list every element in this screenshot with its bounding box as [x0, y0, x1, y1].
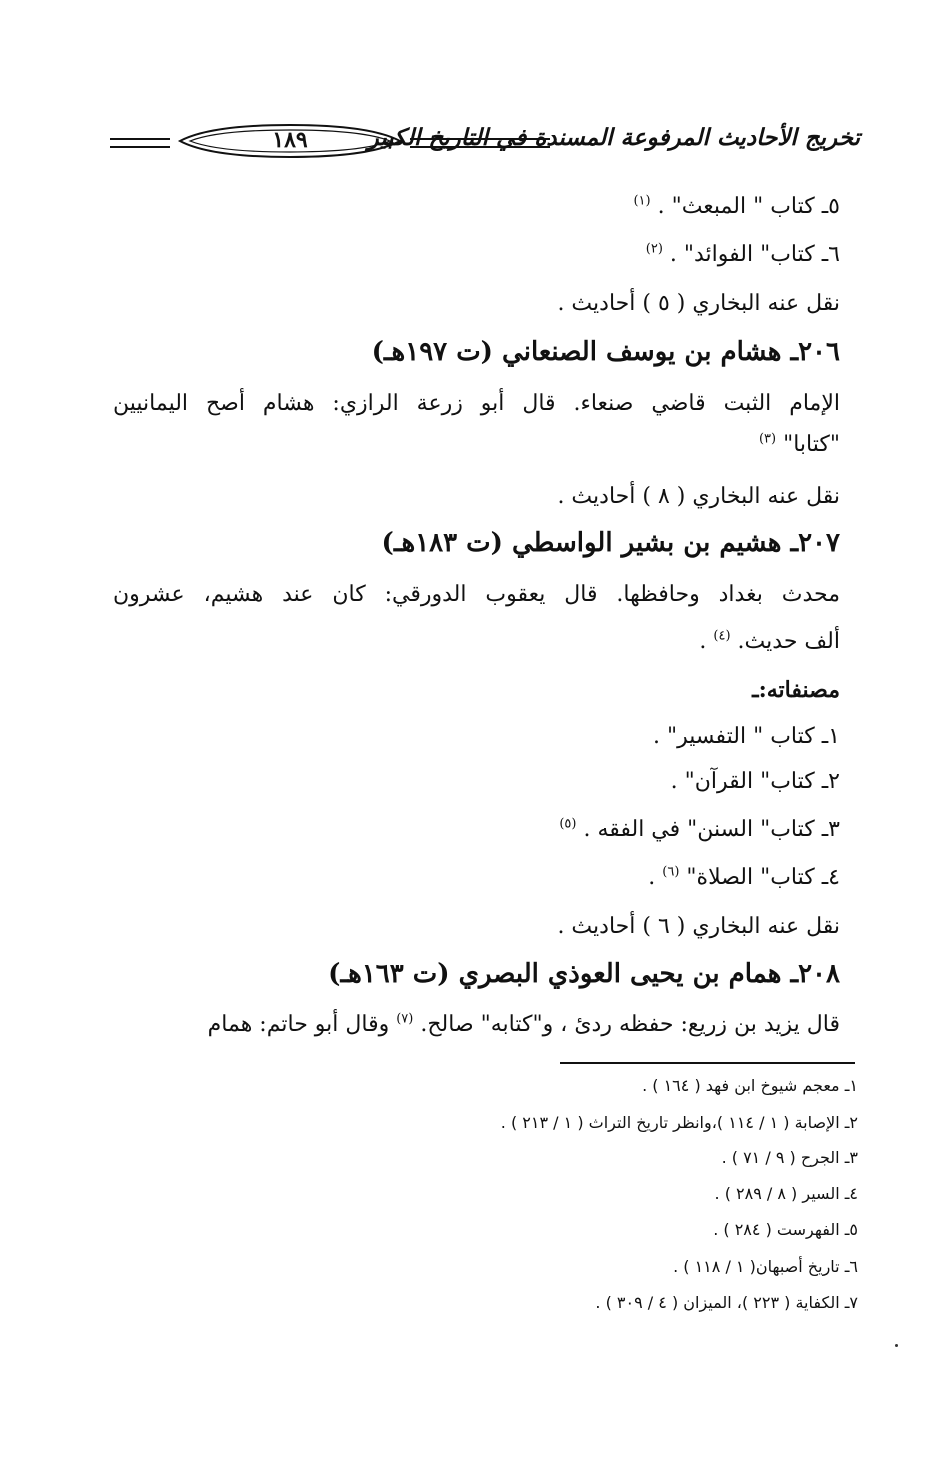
- list-item: [559, 815, 840, 845]
- header-rule-left: [110, 138, 170, 148]
- footnote-ref: (٧): [396, 1011, 414, 1027]
- narration-count: نقل عنه البخاري ( ٦ ) أحاديث .: [557, 914, 840, 939]
- entry-text: [759, 430, 840, 460]
- running-title: تخريج الأحاديث المرفوعة المسندة في التاريخ الكبير: [367, 124, 860, 151]
- list-item: ٤ـ كتاب" الصلاة" $^{(٦)}$ .: [648, 864, 840, 890]
- entry-title: ٢٠٦ـ هشام بن يوسف الصنعاني (ت ١٩٧هـ): [371, 337, 840, 367]
- footnote-ref: (١): [633, 193, 651, 209]
- entry-text: محدث بغداد وحافظها. قال يعقوب الدورقي: كان عند هشيم، عشرون: [113, 582, 840, 607]
- entry-text: الإمام الثبت قاضي صنعاء. قال أبو زرعة الرازي: هشام أصح اليمانيين: [113, 391, 840, 416]
- footnote-ref: (٦): [662, 864, 680, 880]
- list-item: [646, 240, 840, 270]
- list-item-text: ٦ـ كتاب" الفوائد" .: [669, 242, 840, 267]
- footnote: ٧ـ الكفاية ( ٢٢٣ )، الميزان ( ٤ / ٣٠٩ ) .: [595, 1293, 858, 1312]
- list-item: [671, 767, 840, 797]
- narration-count: نقل عنه البخاري ( ٥ ) أحاديث .: [557, 291, 840, 316]
- footnote-ref: (٢): [645, 241, 663, 257]
- list-item: [653, 722, 840, 752]
- list-item-text: ٣ـ كتاب" السنن" في الفقه .: [583, 817, 840, 842]
- footnote-ref: (٥): [559, 816, 577, 832]
- list-item-text: ٤ـ كتاب" الصلاة": [686, 865, 840, 890]
- footnote: ٦ـ تاريخ أصبهان( ١ / ١١٨ ) .: [673, 1257, 858, 1276]
- footnote: ٥ـ الفهرست ( ٢٨٤ ) .: [713, 1220, 858, 1239]
- section-heading: مصنفاته:ـ: [752, 677, 840, 703]
- narration-count: نقل عنه البخاري ( ٨ ) أحاديث .: [557, 484, 840, 509]
- scan-speck: [895, 1344, 898, 1347]
- footnote: ٤ـ السير ( ٨ / ٢٨٩ ) .: [714, 1184, 858, 1203]
- list-item-text: ١ـ كتاب " التفسير" .: [653, 724, 840, 749]
- footnote: ١ـ معجم شيوخ ابن فهد ( ١٦٤ ) .: [642, 1076, 858, 1095]
- footnote-separator: [560, 1062, 855, 1064]
- entry-text: [208, 1010, 840, 1040]
- entry-text-part: وقال أبو حاتم: همام: [207, 1012, 390, 1037]
- list-item-text: ٥ـ كتاب " المبعث" .: [657, 194, 840, 219]
- list-item: [633, 192, 840, 222]
- list-item-text: ٢ـ كتاب" القرآن" .: [670, 769, 840, 794]
- footnote: ٣ـ الجرح ( ٩ / ٧١ ) .: [721, 1148, 858, 1167]
- footnote-ref: (٣): [758, 431, 777, 447]
- entry-text-part: ألف حديث.: [737, 629, 840, 654]
- page-header: [110, 118, 860, 166]
- footnote-ref: (٤): [713, 628, 731, 644]
- entry-title: ٢٠٧ـ هشيم بن بشير الواسطي (ت ١٨٣هـ): [381, 528, 840, 558]
- entry-text: ألف حديث. $^{(٤)}$ .: [699, 628, 840, 654]
- entry-text-part: قال يزيد بن زريع: حفظه ردئ ، و"كتابه" صالح.: [420, 1012, 840, 1037]
- entry-text-part: "كتابا": [783, 432, 840, 457]
- entry-title: ٢٠٨ـ همام بن يحيى العوذي البصري (ت ١٦٣هـ): [328, 959, 840, 989]
- footnote: ٢ـ الإصابة ( ١ / ١١٤ )،وانظر تاريخ التراث ( ١ / ٢١٣ ) .: [500, 1113, 858, 1132]
- page-number: ١٨٩: [272, 127, 308, 153]
